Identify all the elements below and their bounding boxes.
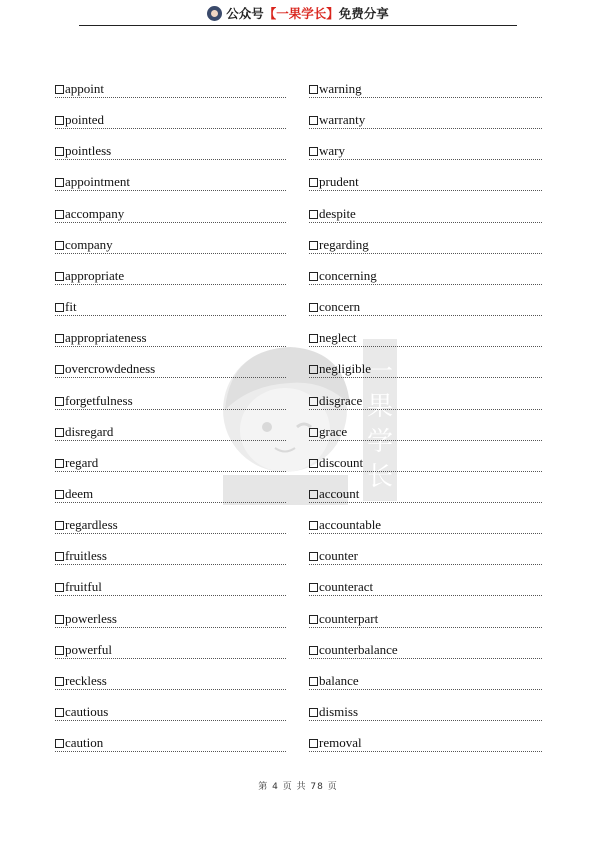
- checkbox-icon[interactable]: [309, 428, 318, 437]
- word-label: counteract: [319, 579, 374, 595]
- checkbox-icon[interactable]: [309, 490, 318, 499]
- checkbox-icon[interactable]: [309, 334, 318, 343]
- checkbox-icon[interactable]: [309, 241, 318, 250]
- checkbox-icon[interactable]: [309, 116, 318, 125]
- word-label: disregard: [65, 423, 114, 439]
- word-item: [55, 299, 286, 316]
- word-label: regarding: [319, 236, 369, 252]
- word-item: [55, 112, 286, 129]
- svg-text:长: 长: [366, 462, 394, 492]
- checkbox-icon[interactable]: [309, 303, 318, 312]
- word-item: [309, 517, 542, 534]
- checkbox-icon[interactable]: [309, 459, 318, 468]
- checkbox-icon[interactable]: [55, 552, 64, 561]
- word-label: regard: [65, 454, 99, 470]
- word-item: [309, 361, 542, 378]
- word-item: [55, 237, 286, 254]
- checkbox-icon[interactable]: [309, 552, 318, 561]
- word-label: pointed: [65, 112, 104, 128]
- checkbox-icon[interactable]: [55, 708, 64, 717]
- word-label: forgetfulness: [65, 392, 133, 408]
- word-label: prudent: [319, 174, 359, 190]
- checkbox-icon[interactable]: [309, 85, 318, 94]
- word-item: [55, 81, 286, 98]
- word-label: removal: [319, 735, 362, 751]
- checkbox-icon[interactable]: [55, 397, 64, 406]
- checkbox-icon[interactable]: [55, 116, 64, 125]
- word-label: powerful: [65, 641, 112, 657]
- word-item: [55, 143, 286, 160]
- checkbox-icon[interactable]: [309, 708, 318, 717]
- checkbox-icon[interactable]: [55, 677, 64, 686]
- word-label: regardless: [65, 517, 118, 533]
- word-label: counterbalance: [319, 641, 398, 657]
- svg-text:一: 一: [366, 357, 394, 387]
- word-item: [55, 704, 286, 721]
- word-label: caution: [65, 735, 104, 751]
- word-item: [309, 704, 542, 721]
- checkbox-icon[interactable]: [309, 615, 318, 624]
- word-label: cautious: [65, 704, 109, 719]
- word-item: [55, 206, 286, 223]
- checkbox-icon[interactable]: [55, 365, 64, 374]
- word-label: account: [319, 485, 360, 501]
- header-suffix: 免费分享: [338, 6, 389, 21]
- word-item: [309, 642, 542, 659]
- checkbox-icon[interactable]: [309, 397, 318, 406]
- word-label: overcrowdedness: [65, 361, 156, 377]
- checkbox-icon[interactable]: [55, 646, 64, 655]
- word-item: [55, 579, 286, 596]
- checkbox-icon[interactable]: [55, 459, 64, 468]
- word-label: fruitful: [65, 579, 102, 595]
- word-label: counter: [319, 548, 358, 564]
- word-label: warranty: [319, 112, 366, 128]
- word-label: dismiss: [319, 704, 359, 719]
- checkbox-icon[interactable]: [55, 272, 64, 281]
- checkbox-icon[interactable]: [309, 739, 318, 748]
- checkbox-icon[interactable]: [55, 583, 64, 592]
- word-item: [309, 455, 542, 472]
- word-item: [309, 237, 542, 254]
- word-label: warning: [319, 81, 362, 96]
- checkbox-icon[interactable]: [309, 178, 318, 187]
- header-brand: 【一果学长】: [263, 6, 339, 21]
- word-label: fruitless: [65, 548, 107, 564]
- checkbox-icon[interactable]: [55, 303, 64, 312]
- word-item: [309, 330, 542, 347]
- word-item: [55, 735, 286, 752]
- word-item: [309, 579, 542, 596]
- word-item: [309, 299, 542, 316]
- svg-text:果: 果: [366, 392, 394, 422]
- checkbox-icon[interactable]: [309, 272, 318, 281]
- word-item: [309, 486, 542, 503]
- word-label: appropriate: [65, 267, 125, 283]
- word-label: negligible: [319, 361, 371, 377]
- word-label: deem: [65, 485, 94, 501]
- word-item: [309, 143, 542, 160]
- word-item: [55, 642, 286, 659]
- word-label: reckless: [65, 672, 107, 688]
- word-label: grace: [319, 423, 348, 439]
- word-label: balance: [319, 672, 359, 688]
- checkbox-icon[interactable]: [55, 334, 64, 343]
- word-item: [309, 424, 542, 441]
- word-item: [55, 673, 286, 690]
- word-label: despite: [319, 205, 356, 221]
- page-number: 第 4 页 共 78 页: [258, 782, 338, 792]
- word-label: appointment: [65, 174, 130, 190]
- word-item: [309, 611, 542, 628]
- word-item: [55, 548, 286, 565]
- word-item: [55, 330, 286, 347]
- word-label: fit: [65, 299, 77, 314]
- checkbox-icon[interactable]: [309, 677, 318, 686]
- word-item: [309, 393, 542, 410]
- checkbox-icon[interactable]: [55, 428, 64, 437]
- word-item: [55, 361, 286, 378]
- checkbox-icon[interactable]: [55, 521, 64, 530]
- word-label: counterpart: [319, 610, 379, 626]
- word-item: [55, 611, 286, 628]
- word-label: appoint: [65, 81, 104, 96]
- word-item: [309, 112, 542, 129]
- word-label: accountable: [319, 517, 382, 533]
- checkbox-icon[interactable]: [55, 147, 64, 156]
- word-label: company: [65, 236, 113, 252]
- word-label: concern: [319, 299, 361, 314]
- checkbox-icon[interactable]: [55, 241, 64, 250]
- checkbox-icon[interactable]: [55, 739, 64, 748]
- svg-text:学: 学: [366, 427, 394, 457]
- checkbox-icon[interactable]: [55, 210, 64, 219]
- word-item: [309, 548, 542, 565]
- word-item: [55, 393, 286, 410]
- word-label: disgrace: [319, 392, 363, 408]
- header-prefix: 公众号: [226, 6, 264, 21]
- word-item: [309, 206, 542, 223]
- word-item: [309, 673, 542, 690]
- checkbox-icon[interactable]: [309, 646, 318, 655]
- word-label: discount: [319, 454, 364, 470]
- checkbox-icon[interactable]: [309, 521, 318, 530]
- word-item: [55, 268, 286, 285]
- checkbox-icon[interactable]: [55, 490, 64, 499]
- word-label: pointless: [65, 143, 112, 159]
- word-label: concerning: [319, 267, 377, 283]
- checkbox-icon[interactable]: [55, 178, 64, 187]
- word-label: wary: [319, 143, 345, 159]
- checkbox-icon[interactable]: [309, 583, 318, 592]
- word-item: [309, 81, 542, 98]
- checkbox-icon[interactable]: [55, 85, 64, 94]
- word-item: [55, 174, 286, 191]
- checkbox-icon[interactable]: [309, 147, 318, 156]
- word-item: [309, 268, 542, 285]
- checkbox-icon[interactable]: [309, 210, 318, 219]
- checkbox-icon[interactable]: [55, 615, 64, 624]
- word-label: neglect: [319, 330, 357, 346]
- word-item: [309, 735, 542, 752]
- word-label: appropriateness: [65, 330, 147, 346]
- word-item: [55, 424, 286, 441]
- word-label: powerless: [65, 610, 117, 626]
- word-label: accompany: [65, 205, 125, 221]
- word-item: [55, 517, 286, 534]
- word-item: [309, 174, 542, 191]
- word-item: [55, 455, 286, 472]
- checkbox-icon[interactable]: [309, 365, 318, 374]
- word-item: [55, 486, 286, 503]
